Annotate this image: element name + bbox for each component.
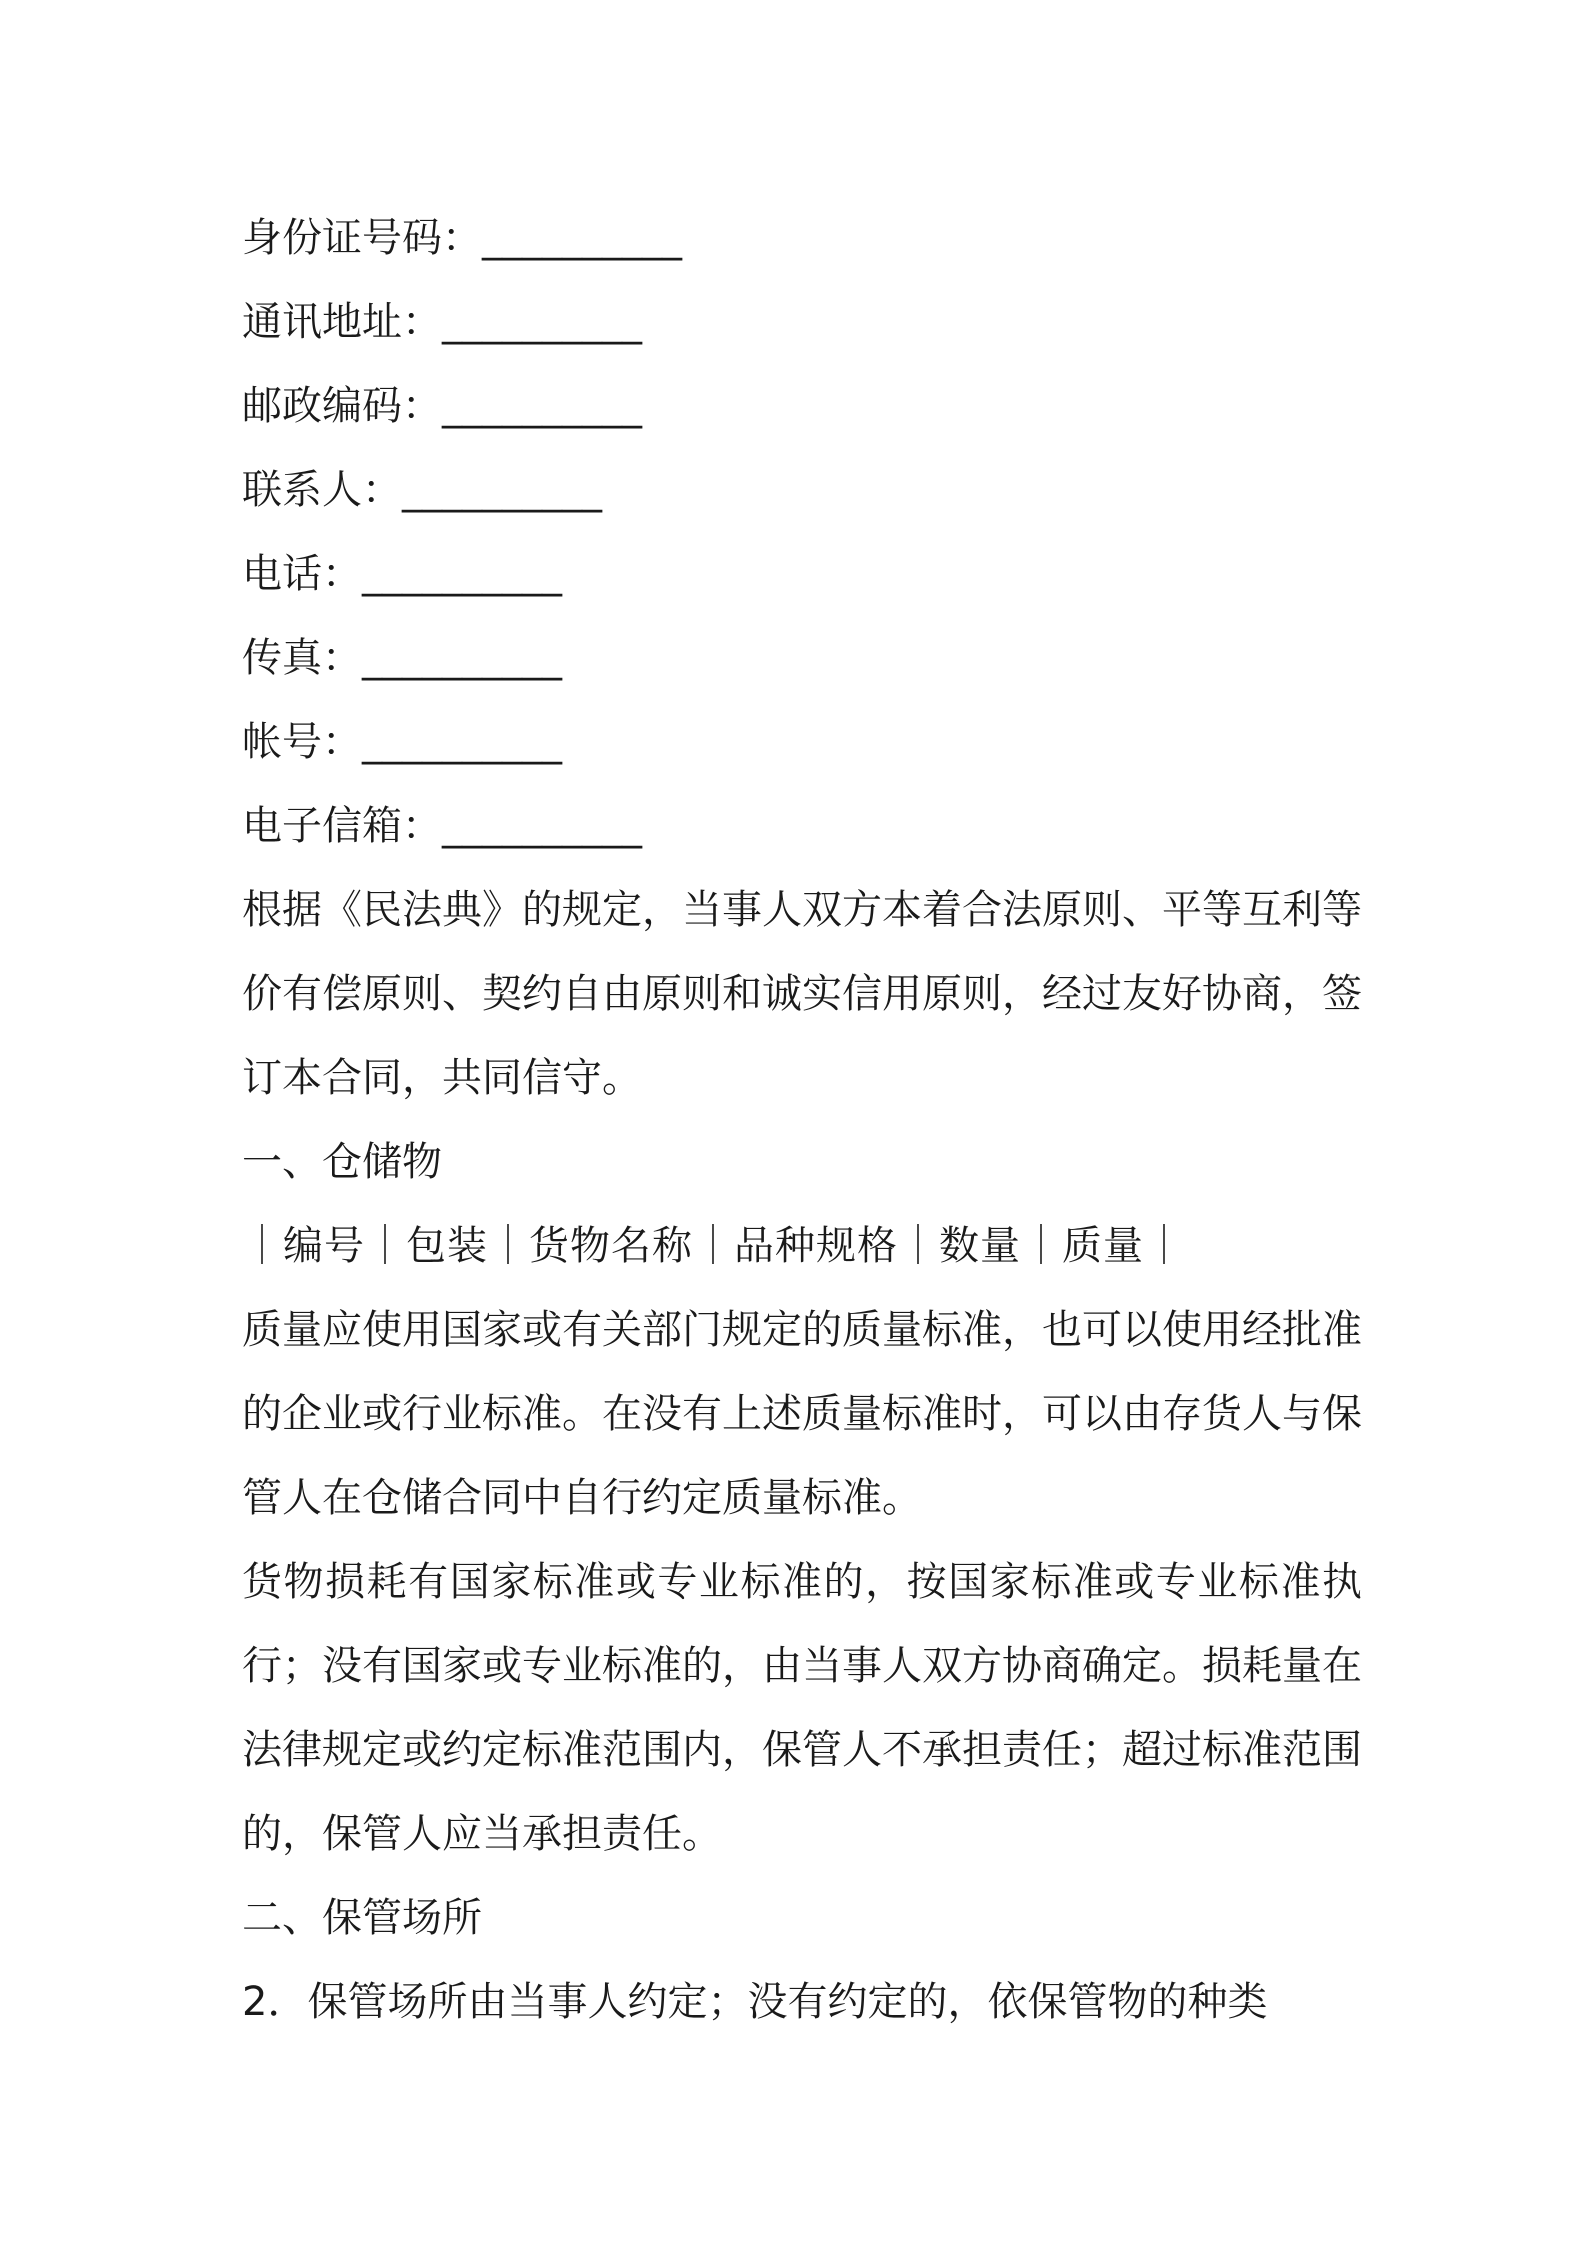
storage-place-paragraph: 2．保管场所由当事人约定；没有约定的，依保管物的种类 bbox=[242, 1979, 1268, 2025]
field-label: 传真： bbox=[242, 635, 362, 681]
field-fax bbox=[242, 616, 1362, 700]
field-blank: __________ bbox=[482, 215, 682, 261]
section-heading-storage-place: 二、保管场所 bbox=[242, 1895, 482, 1941]
quality-paragraph: 质量应使用国家或有关部门规定的质量标准，也可以使用经批准的企业或行业标准。在没有上述质量标准时，可以由存货人与保管人在仓储合同中自行约定质量标准。 bbox=[242, 1307, 1362, 1521]
field-blank: __________ bbox=[362, 551, 562, 597]
field-label: 帐号： bbox=[242, 719, 362, 765]
preamble-paragraph: 根据《民法典》的规定，当事人双方本着合法原则、平等互利等价有偿原则、契约自由原则和诚实信用原则，经过友好协商，签订本合同，共同信守。 bbox=[242, 887, 1362, 1101]
field-blank: __________ bbox=[442, 803, 642, 849]
field-label: 电子信箱： bbox=[242, 803, 442, 849]
loss-paragraph: 货物损耗有国家标准或专业标准的，按国家标准或专业标准执行；没有国家或专业标准的，由当事人双方协商确定。损耗量在法律规定或约定标准范围内，保管人不承担责任；超过标准范围的，保管人应当承担责任。 bbox=[242, 1559, 1362, 1857]
field-label: 通讯地址： bbox=[242, 299, 442, 345]
field-blank: __________ bbox=[362, 635, 562, 681]
goods-table-header: ｜编号｜包装｜货物名称｜品种规格｜数量｜质量｜ bbox=[242, 1223, 1185, 1269]
field-label: 电话： bbox=[242, 551, 362, 597]
field-blank: __________ bbox=[442, 383, 642, 429]
field-blank: __________ bbox=[362, 719, 562, 765]
field-label: 邮政编码： bbox=[242, 383, 442, 429]
field-blank: __________ bbox=[442, 299, 642, 345]
field-blank: __________ bbox=[402, 467, 602, 513]
field-id-number bbox=[242, 196, 1362, 280]
field-email bbox=[242, 784, 1362, 868]
field-phone bbox=[242, 532, 1362, 616]
field-account bbox=[242, 700, 1362, 784]
section-heading-goods: 一、仓储物 bbox=[242, 1139, 442, 1185]
field-label: 联系人： bbox=[242, 467, 402, 513]
document-page bbox=[242, 196, 1362, 2044]
field-contact bbox=[242, 448, 1362, 532]
field-address bbox=[242, 280, 1362, 364]
field-postcode bbox=[242, 364, 1362, 448]
field-label: 身份证号码： bbox=[242, 215, 482, 261]
